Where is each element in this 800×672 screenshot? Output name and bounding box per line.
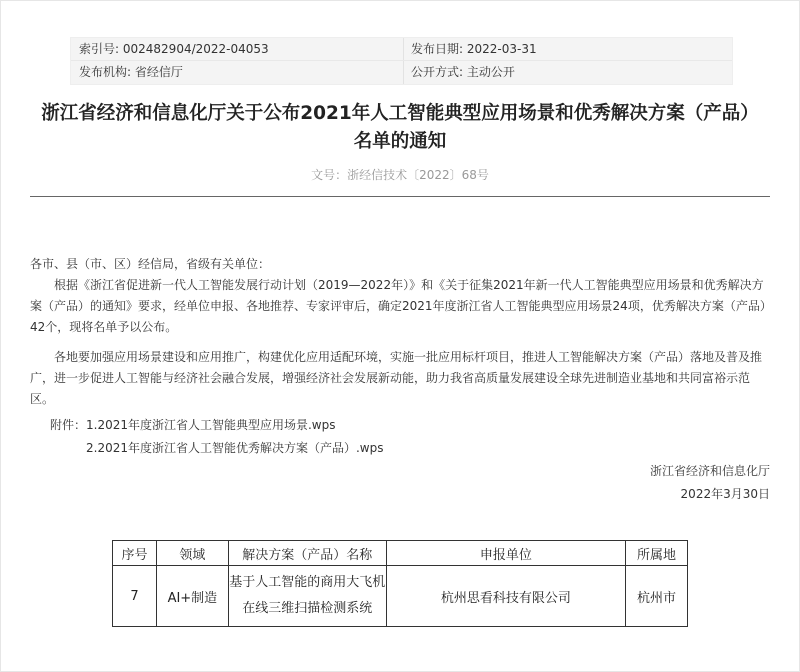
meta-row-1 [71,38,732,61]
cell-field: AI+制造 [156,566,228,627]
meta-publisher [79,61,183,83]
meta-index-label: 索引号: [79,42,120,56]
attachment-link-1[interactable]: 附件：1.2021年度浙江省人工智能典型应用场景.wps [50,418,336,432]
body-paragraph-2: 各地要加强应用场景建设和应用推广，构建优化应用适配环境，实施一批应用标杆项目，推进人工智能解决方案（产品）落地及普及推广，进一步促进人工智能与经济社会融合发展，增强经济社会发展新动能，助力我省高质量发展建设全球先进制造业基地和共同富裕示范区。 [30,350,763,406]
result-table [112,540,688,627]
salutation: 各市、县（市、区）经信局，省级有关单位： [30,257,271,271]
signer: 浙江省经济和信息化厅 [649,464,770,478]
document-number: 文号：浙经信技术〔2022〕68号 [311,168,489,182]
body-paragraph-1: 根据《浙江省促进新一代人工智能发展行动计划（2019—2022年）》和《关于征集2021年新一代人工智能典型应用场景和优秀解决方案（产品）的通知》要求，经单位申报、各地推荐、专家评审后，确定2021年度浙江省人工智能典型应用场景24项，优秀解决方案（产品）42个，现将名单予以公布。 [30,278,772,334]
title-divider [30,196,770,197]
header-location: 所属地 [626,541,688,566]
page-title-line-1: 浙江省经济和信息化厅关于公布2021年人工智能典型应用场景和优秀解决方案（产品） [41,103,759,124]
meta-publish-date-label: 发布日期: [411,42,464,56]
meta-disclosure-value: 主动公开 [466,65,515,79]
cell-location: 杭州市 [626,566,688,627]
header-field: 领域 [156,541,228,566]
meta-index [79,38,269,60]
attachment-link-2[interactable]: 2.2021年度浙江省人工智能优秀解决方案（产品）.wps [86,441,384,455]
cell-solution-line-1: 基于人工智能的商用大飞机 [229,575,386,590]
cell-solution-line-2: 在线三维扫描检测系统 [242,601,373,616]
document-meta-box [70,37,733,85]
meta-publish-date-value: 2022-03-31 [466,42,537,56]
meta-index-value: 002482904/2022-04053 [122,42,269,56]
table-header-row [113,541,688,566]
issue-date: 2022年3月30日 [680,487,770,501]
cell-solution [228,566,386,627]
table-row [113,566,688,627]
meta-row-2 [71,61,732,83]
cell-applicant: 杭州思看科技有限公司 [386,566,626,627]
meta-disclosure-label: 公开方式: [411,65,464,79]
header-applicant: 申报单位 [386,541,626,566]
meta-disclosure [411,61,515,83]
meta-publish-date [411,38,537,60]
header-no: 序号 [113,541,157,566]
meta-publisher-value: 省经信厅 [134,65,183,79]
page-title [20,100,780,156]
cell-no: 7 [113,566,157,627]
meta-publisher-label: 发布机构: [79,65,132,79]
header-solution: 解决方案（产品）名称 [228,541,386,566]
page-title-line-2: 名单的通知 [353,131,447,152]
